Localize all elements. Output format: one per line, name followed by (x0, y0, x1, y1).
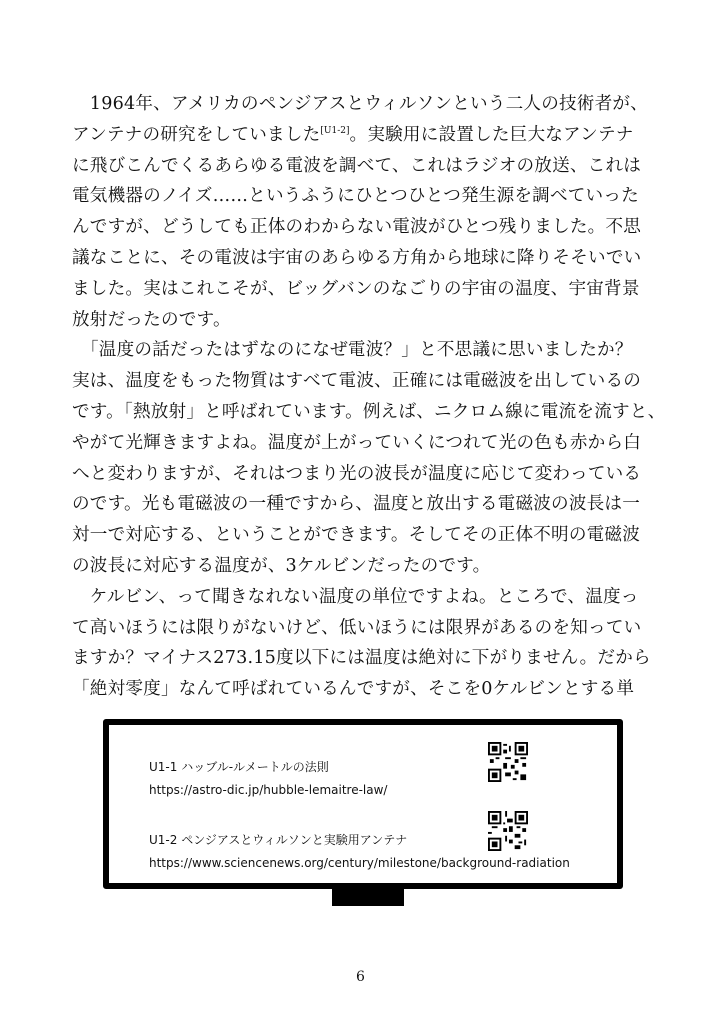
text-line: 1964年、アメリカのペンジアスとウィルソンという二人の技術者が、 (72, 94, 648, 114)
text-line: 「絶対零度」なんて呼ばれているんですが、そこを0ケルビンとする単 (72, 679, 635, 700)
text-line: 放射だったのです。 (72, 309, 231, 330)
reference-box (103, 719, 623, 889)
text-line: 議なことに、その電波は宇宙のあらゆる方角から地球に降りそそいでい (72, 247, 642, 268)
text-line-tail: 。実験用に設置した巨大なアンテナ (349, 124, 634, 145)
text-line: に飛びこんでくるあらゆる電波を調べて、これはラジオの放送、これは (72, 155, 642, 176)
text-line: ケルビン、って聞きなれない温度の単位ですよね。ところで、温度っ (72, 586, 639, 607)
text-line: です。「熱放射」と呼ばれています。例えば、ニクロム線に電流を流すと、 (72, 401, 666, 422)
qr-code-icon[interactable] (488, 742, 528, 782)
qr-code-icon[interactable] (488, 811, 528, 851)
text-line: 「温度の話だったはずなのになぜ電波？」と不思議に思いましたか？ (72, 340, 633, 361)
reference-box-stand (332, 888, 404, 906)
text-line (72, 120, 654, 151)
main-text (72, 89, 666, 705)
page-number: 6 (356, 969, 365, 985)
reference-title-2: U1-2 ペンジアスとウィルソンと実験用アンテナ (149, 833, 408, 847)
reference-link-1[interactable]: https://astro-dic.jp/hubble-lemaitre-law/ (149, 783, 388, 797)
text-line: 対一で対応する、ということができます。そしてその正体不明の電磁波 (72, 525, 640, 546)
text-line: て高いほうには限りがないけど、低いほうには限界があるのを知ってい (72, 617, 642, 638)
text-line: の波長に対応する温度が、3ケルビンだったのです。 (72, 555, 491, 576)
reference-marker: [U1-2] (320, 125, 350, 136)
text-line: ますか？マイナス273.15度以下には温度は絶対に下がりません。だから (72, 648, 651, 669)
reference-title-1: U1-1 ハッブル-ルメートルの法則 (149, 760, 329, 774)
text-line: 実は、温度をもった物質はすべて電波、正確には電磁波を出しているの (72, 371, 642, 392)
text-line: へと変わりますが、それはつまり光の波長が温度に応じて変わっている (72, 463, 642, 484)
text-line: のです。光も電磁波の一種ですから、温度と放出する電磁波の波長は一 (72, 494, 640, 515)
reference-link-2[interactable]: https://www.sciencenews.org/century/milestone/background-radiation (149, 856, 570, 870)
text-line: ました。実はこれこそが、ビッグバンのなごりの宇宙の温度、宇宙背景 (72, 278, 640, 299)
text-line-head: アンテナの研究をしていました (72, 124, 321, 145)
text-line: やがて光輝きますよね。温度が上がっていくにつれて光の色も赤から白 (72, 432, 642, 453)
text-line: 電気機器のノイズ……というふうにひとつひとつ発生源を調べていった (72, 186, 639, 207)
text-line: んですが、どうしても正体のわからない電波がひとつ残りました。不思 (72, 217, 642, 238)
